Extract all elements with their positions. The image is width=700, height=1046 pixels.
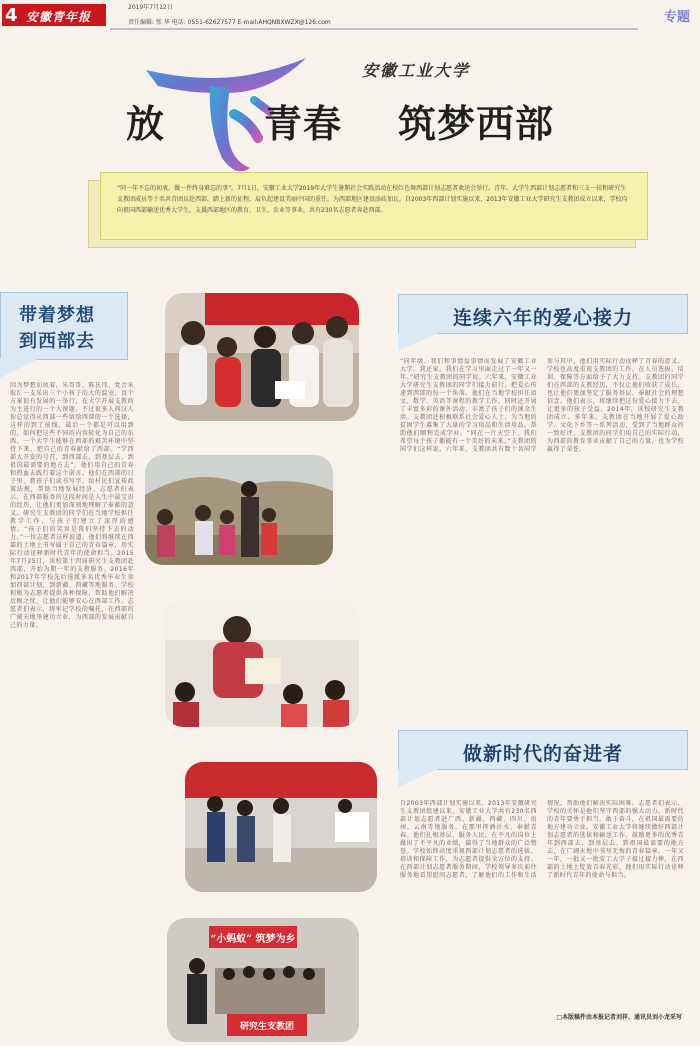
photo-children-outdoor [145, 455, 333, 565]
heading-line-1: 带着梦想 [19, 305, 95, 326]
article-text-relay: “同年级、我们和事情爱事情而发展了安徽工业大学。我还家，我们在学习里面走过了一年又一年。”研究生支教团的同学说。六年来，安徽工业大学研究生支教团的同学们接力前行，把爱心传递到西部的每一个角落。他们在当地学校担任语文、数学、英语等课程的教学工作，同时还开展了丰富多彩的课外活动，丰富了孩子们的课余生活。支教团还积极联系社会爱心人士，为当地的贫困学生募集了大量的学习用品和生活用品，帮助他们顺利完成学业。“同在一片天空下，我们希望每个孩子都能有一个美好的未来。”支教团的同学们这样说。六年来，支教团共有数十名同学参与其中，他们用实际行动诠释了青春的意义。学校也高度重视支教团的工作，在人员选拔、培训、保障等方面给予了大力支持。支教团的同学们在西部的支教经历，不仅让他们收获了成长，也让他们更加坚定了服务基层、奉献社会的理想信念。他们表示，将继续把这份爱心接力下去，让更多的孩子受益。2014年，该校研究生支教团成立。多年来，支教团在当地开展了爱心助学、文化下乡等一系列活动，受到了当地群众的一致好评。支教团的同学们用自己的实际行动，为西部的教育事业贡献了自己的力量，也为学校赢得了荣誉。 [400, 358, 684, 453]
banner-text: “小蚂蚁” 筑梦为乡 [210, 934, 296, 945]
photo-classroom [165, 600, 359, 727]
page-header [0, 0, 700, 34]
section-title: 做新时代的奋进者 [462, 743, 623, 765]
heading-pointer [398, 769, 438, 787]
heading-pointer [0, 358, 40, 378]
intro-paragraph: “同一年不忘的初衷，做一件终身难忘的事”。7月1日，安徽工业大学2019年大学生暑期社会实践活动在校红色舞西部计划志愿者欢送会举行。青年。大学生西部计划志愿者和三支一扶和研究生支教团成员等十名共青团员赴西部，踏上新的征程，肩负起建设美丽中国的重任，为西部地区建设添砖加瓦。自2003年西部计划实施以来，2013年安徽工业大学研究生支教团成立以来，学校均向祖国西部输送优秀大学生，支援西部地区的教育、卫生、农业等事业，共有230名志愿者奔赴西部。 [100, 172, 648, 240]
photo-volunteers-signing [165, 293, 359, 421]
sign-text: 研究生支教团 [239, 1022, 295, 1032]
article-text-left: 因为梦想而执着，朱哥哥、陈氏伟、党会采取汇一支采出三个小孩子的大的温室，真个方案很有发展的一举行，在大学开展支教的为主进行的一个大课题。不过很多人问汉人你总觉得从西部一些留给西部的一个选择，这样的到了前线，最后一个都是可以用到的，如何把这些不同的内容转化为自己的东西。一个大学生能够在西部的艰苦环境中坚持下来，把自己的青春献给了西部。“学西部大开发的号召，到西部去、到基层去、到祖国最需要的地方去”，他们用自己的青春和热血去践行着这个诺言。他们在西部的日子里，教孩子们读书写字，给村民们宣传政策法规，帮助当地发展经济。志愿者们表示，在西部服务的这段时间是人生中最宝贵的经历，让他们更加深刻地理解了奉献的意义。研究生支教团的同学们在当地学校担任教学工作，与孩子们建立了深厚的感情。“孩子们的笑容是我们坚持下去的动力。”一位志愿者这样说道。他们将继续在西部的土地上书写属于自己的青春篇章，用实际行动诠释新时代青年的使命担当。2015年7月25日，该校第十四届研究生支教团赴西部，开始为期一年的支教服务。2016年和2017年学校先后选派多名优秀毕业生参加西部计划，到新疆、西藏等地服务。学校积极为志愿者提供各种保障，帮助他们解决后顾之忧，让他们能够安心在西部工作。志愿者们表示，将牢记学校的嘱托，在西部的广阔天地里建功立业，为西部的发展贡献自己的力量。 [10, 382, 134, 629]
section-title: 连续六年的爱心接力 [452, 307, 633, 329]
headline-part-1: 放 [126, 101, 166, 146]
header-rule [110, 28, 638, 30]
section-heading-strivers [398, 730, 688, 770]
issue-date: 2019年7月12日 [128, 4, 173, 11]
newspaper-name: 安徽青年报 [26, 10, 92, 24]
headline-part-3: 筑梦西部 [398, 101, 555, 146]
photo-volunteer-event [185, 762, 377, 892]
section-heading-dreams [0, 292, 128, 360]
article-text-strivers: 自2003年西部计划实施以来，2013年安徽研究生支教团组建以来，安徽工业大学共有230名西部计划志愿者赴广西、新疆、西藏、四川、贵州、云南等地服务，在那里挥洒汗水、奉献青春。他们扎根基层、服务人民，在平凡的岗位上做出了不平凡的业绩，赢得了当地群众的广泛赞誉。学校始终高度重视西部计划志愿者的选拔、培训和保障工作，为志愿者提供全方位的支持。在西部计划志愿者服务期间，学校领导多次前往服务地看望慰问志愿者，了解他们的工作和生活情况，帮助他们解决实际困难。志愿者们表示，学校的关怀是他们坚守西部的强大动力。新时代的青年要勇于担当、敢于奋斗，在祖国最需要的地方建功立业。安徽工业大学将继续做好西部计划志愿者的选拔和输送工作，鼓励更多的优秀青年到西部去、到基层去、到祖国最需要的地方去，在广阔天地中书写无悔的青春篇章。一年又一年，一批又一批安工大学子接过接力棒，在西部的土地上绽放青春光彩，他们用实际行动诠释了新时代青年的使命与担当。 [400, 800, 684, 879]
section-label: 专题 [663, 10, 690, 25]
headline-part-2: 青春 [264, 101, 343, 146]
section-heading-relay [398, 294, 688, 334]
newspaper-logo [2, 4, 106, 26]
page-number: 4 [5, 5, 18, 26]
photo-group-banner [167, 918, 359, 1042]
school-name: 安徽工业大学 [362, 61, 471, 80]
byline: □本版稿件由本报记者刘祥、通讯员刘小龙采写 [556, 1014, 682, 1021]
editor-info: 责任编辑: 张 华 电话: 0551-62627577 E-mail:AHQNBXWZX@126.com [128, 19, 331, 26]
heading-pointer [398, 333, 438, 351]
heading-line-2: 到西部去 [19, 331, 95, 352]
